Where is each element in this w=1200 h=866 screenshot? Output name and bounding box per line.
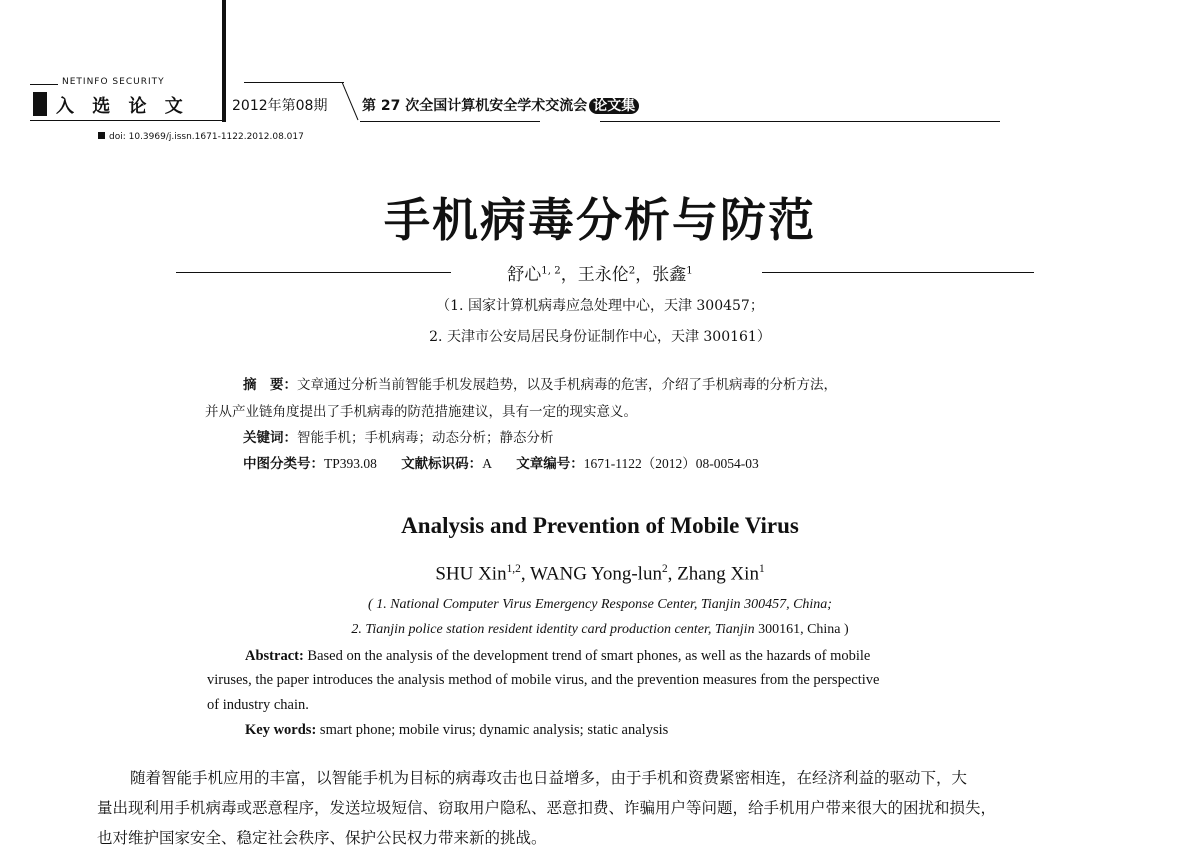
header-rule	[600, 121, 1000, 122]
article-label: 文章编号：	[516, 456, 584, 472]
author-name: 张鑫	[652, 265, 687, 285]
section-marker	[33, 92, 47, 116]
conference-badge: 论文集	[589, 98, 639, 114]
header-rule	[30, 84, 58, 85]
abstract-cn-line1	[243, 373, 837, 393]
body-line-2: 量出现利用手机病毒或恶意程序，发送垃圾短信、窃取用户隐私、恶意扣费、诈骗用户等问题，给手机用户带来很大的困扰和损失，	[97, 799, 997, 817]
abstract-cn-text: 文章通过分析当前智能手机发展趋势，以及手机病毒的危害，介绍了手机病毒的分析方法，	[297, 377, 837, 393]
doi-text: doi: 10.3969/j.issn.1671-1122.2012.08.017	[109, 132, 304, 142]
abstract-en-line2: viruses, the paper introduces the analysis method of mobile virus, and the prevention measures from the perspective	[207, 672, 880, 688]
affiliation-en-code: 300161, China )	[754, 622, 849, 637]
section-label: 入 选 论 文	[56, 96, 189, 117]
header-rule	[30, 120, 222, 121]
affiliation-en-text: ( 1. National Computer Virus Emergency Response Center, Tianjin	[368, 597, 741, 612]
affiliation-cn-1: （1. 国家计算机病毒应急处理中心，天津 300457；	[436, 298, 764, 314]
author-name: WANG Yong-lun	[530, 563, 662, 585]
doi-bullet-icon	[98, 132, 105, 139]
abstract-en-line1	[245, 648, 870, 665]
doi	[98, 132, 304, 142]
author-name: 舒心	[507, 265, 542, 285]
classification	[243, 452, 759, 472]
authors-cn: 舒心$^{1, 2}$，王永伦$^2$，张鑫$^1$	[507, 265, 693, 285]
header-rule	[244, 82, 344, 83]
abstract-cn-label: 摘 要：	[243, 377, 297, 393]
conference-name: 第 27 次全国计算机安全学术交流会	[362, 98, 588, 114]
issue-label: 2012年第08期	[232, 98, 328, 114]
doc-label: 文献标识码：	[401, 456, 483, 472]
article-value: 1671-1122（2012）08-0054-03	[583, 456, 759, 471]
authors-en: SHU Xin$^{1,2}$, WANG Yong-lun$^2$, Zhang Xin$^1$	[435, 563, 765, 585]
author-name: Zhang Xin	[677, 563, 759, 585]
header-vertical-rule	[222, 0, 226, 122]
author-aff: 1	[758, 563, 765, 575]
abstract-en-line3: of industry chain.	[207, 697, 309, 713]
body-line-3: 也对维护国家安全、稳定社会秩序、保护公民权力带来新的挑战。	[97, 829, 547, 847]
keywords-cn	[243, 426, 554, 446]
author-aff: 1, 2	[541, 265, 561, 277]
author-aff: 1,2	[506, 563, 521, 575]
affiliation-en-2	[0, 622, 1200, 638]
abstract-en-text: Based on the analysis of the development trend of smart phones, as well as the hazards of mobile	[303, 648, 871, 664]
keywords-en	[245, 722, 668, 739]
author-name: 王永伦	[577, 265, 629, 285]
header-slash	[340, 82, 362, 122]
header-rule	[360, 121, 540, 122]
title-cn: 手机病毒分析与防范	[384, 193, 816, 247]
author-name: SHU Xin	[435, 563, 507, 585]
abstract-cn-line2: 并从产业链角度提出了手机病毒的防范措施建议，具有一定的现实意义。	[205, 404, 637, 420]
keywords-cn-text: 智能手机；手机病毒；动态分析；静态分析	[297, 430, 554, 446]
doc-value: A	[482, 456, 492, 471]
conference-label	[362, 95, 639, 115]
clc-label: 中图分类号：	[243, 456, 324, 472]
author-aff: 2	[628, 265, 636, 277]
affiliation-en-text: 2. Tianjin police station resident identity card production center, Tianjin	[351, 622, 755, 637]
clc-value: TP393.08	[324, 456, 377, 471]
keywords-cn-label: 关键词：	[243, 430, 297, 446]
keywords-en-text: smart phone; mobile virus; dynamic analysis; static analysis	[316, 722, 669, 738]
title-en: Analysis and Prevention of Mobile Virus	[401, 513, 799, 538]
journal-brand: NETINFO SECURITY	[62, 77, 165, 87]
body-line-1: 随着智能手机应用的丰富，以智能手机为目标的病毒攻击也日益增多，由于手机和资费紧密相连，在经济利益的驱动下，大	[130, 769, 968, 787]
author-aff: 1	[686, 265, 693, 277]
affiliation-en-1	[0, 597, 1200, 613]
affiliation-cn-2: 2. 天津市公安局居民身份证制作中心，天津 300161）	[429, 329, 771, 345]
author-aff: 2	[661, 563, 668, 575]
keywords-en-label: Key words:	[245, 722, 317, 738]
abstract-en-label: Abstract:	[245, 648, 304, 664]
affiliation-en-code: 300457, China;	[740, 597, 832, 612]
